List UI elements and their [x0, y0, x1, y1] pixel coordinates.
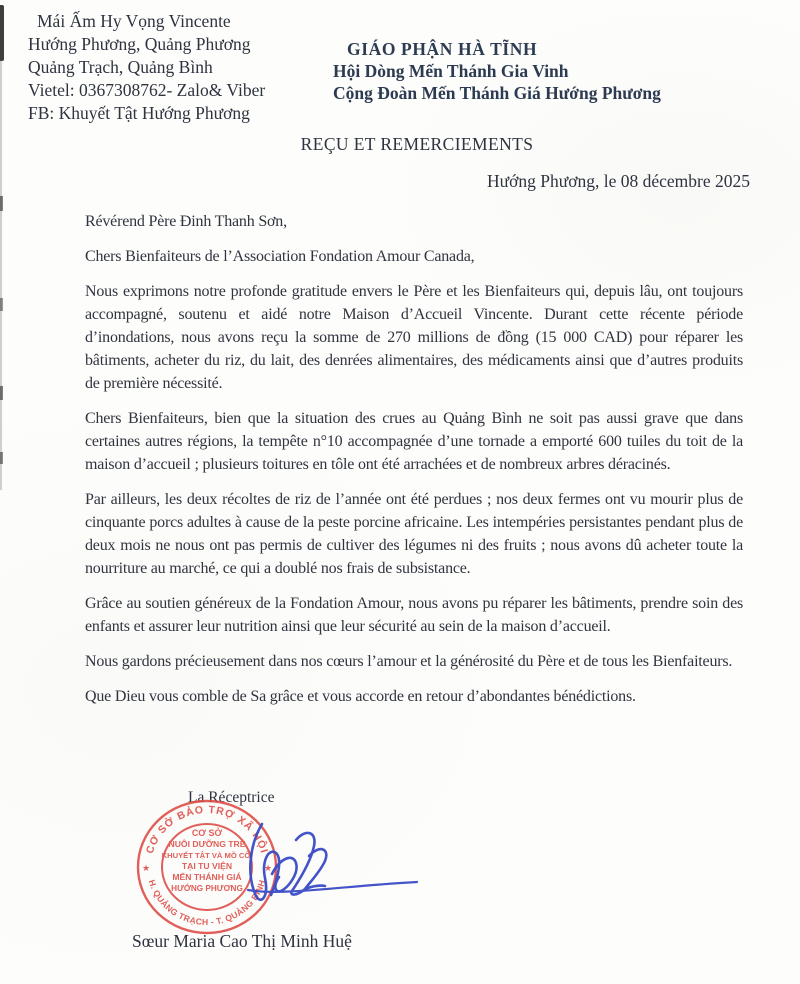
paragraph-repairs: Grâce au soutien généreux de la Fondation Amour, nous avons pu réparer les bâtiments, prendre soin des enfants et assurer leur nutrition ainsi que leur sécurité au sein de la maison d’accueil. — [85, 595, 743, 635]
scan-edge-mark — [0, 5, 4, 61]
salutation-benefactors: Chers Bienfaiteurs de l’Association Fondation Amour Canada, — [85, 248, 475, 265]
paragraph-keepsake: Nous gardons précieusement dans nos cœurs l’amour et la générosité du Père et de tous les Bienfaiteurs. — [85, 653, 733, 670]
stamp-arc-bottom-text: H. QUẢNG TRẠCH - T. QUẢNG BÌNH — [146, 878, 268, 928]
stamp-center-line-4: TẠI TU VIỆN — [181, 861, 233, 871]
salutation-recipient: Révérend Père Đinh Thanh Sơn, — [85, 213, 287, 230]
scan-edge-line — [0, 60, 2, 490]
scan-edge-mark — [0, 298, 3, 311]
paragraph-storm-damage: Chers Bienfaiteurs, bien que la situation des crues au Quảng Bình ne soit pas aussi grave que dans certaines autres régions, la tempête n°10 accompagnée d’une tornade a emporté 600 tuiles du toit de la maison d’accueil ; plusieurs toitures en tôle ont été arrachées et de nombreux arbres déracinés. — [85, 410, 743, 473]
sender-line-phone: Vietel: 0367308762- Zalo& Viber — [28, 80, 266, 100]
letterhead-block — [333, 38, 661, 104]
sender-line-name: Mái Ấm Hy Vọng Vincente — [37, 11, 231, 31]
letterhead-diocese: GIÁO PHẬN HÀ TĨNH — [347, 39, 538, 59]
letter-body — [85, 210, 743, 720]
scan-edge-mark — [0, 452, 3, 464]
signature-ink — [212, 816, 432, 916]
dateline: Hướng Phương, le 08 décembre 2025 — [487, 171, 750, 191]
letterhead-community: Cộng Đoàn Mến Thánh Giá Hướng Phương — [333, 83, 661, 103]
paragraph-harvest-losses: Par ailleurs, les deux récoltes de riz de l’année ont été perdues ; nos deux fermes ont vu mourir plus de cinquante porcs adultes à cause de la peste porcine africaine. Les intempéries persistantes pendant plus de deux mois ne nous ont pas permis de cultiver des légumes ni des fruits ; nous avons dû acheter toute la nourriture au marché, ce qui a doublé nos frais de subsistance. — [85, 491, 743, 577]
paragraph-gratitude: Nous exprimons notre profonde gratitude envers le Père et les Bienfaiteurs qui, depuis lâu, ont toujours accompagné, soutenu et aidé notre Maison d’Accueil Vincente. Durant cette récente période d’inondations, nous avons reçu la somme de 270 millions de đồng (15 000 CAD) pour réparer les bâtiments, acheter du riz, du lait, des denrées alimentaires, des médicaments ainsi que d’autres produits de première nécessité. — [85, 283, 743, 392]
stamp-center-line-2: NUÔI DƯỠNG TRẺ — [168, 839, 246, 849]
stamp-center-line-1: CƠ SỞ — [191, 828, 223, 838]
paragraph-blessing: Que Dieu vous comble de Sa grâce et vous accorde en retour d’abondantes bénédictions. — [85, 688, 636, 705]
stamp-center-line-5: MẾN THÁNH GIÁ — [172, 872, 242, 882]
sender-line-facebook: FB: Khuyết Tật Hướng Phương — [28, 103, 250, 123]
star-icon: ★ — [142, 863, 151, 873]
signer-name: Sœur Maria Cao Thị Minh Huệ — [132, 931, 352, 951]
letter-title: REÇU ET REMERCIEMENTS — [300, 134, 534, 154]
letterhead-congregation: Hội Dòng Mến Thánh Gia Vinh — [333, 61, 569, 81]
stamp-center-line-3: KHUYẾT TẬT VÀ MỒ CÔI — [161, 851, 253, 860]
scan-edge-mark — [0, 386, 3, 400]
sender-line-street: Hướng Phương, Quảng Phương — [28, 34, 251, 54]
star-icon: ★ — [264, 863, 273, 873]
stamp-arc-top-text: CƠ SỞ BẢO TRỢ XÃ HỘI — [143, 803, 271, 856]
stamp-center-line-6: HƯỚNG PHƯƠNG — [171, 884, 243, 893]
signature-stroke — [305, 849, 326, 889]
signature-stroke — [291, 833, 314, 895]
sender-address-block — [28, 10, 265, 125]
signature-stroke — [272, 858, 297, 892]
sender-line-district: Quảng Trạch, Quảng Bình — [28, 57, 213, 77]
closing-role-label: La Réceptrice — [188, 789, 275, 806]
scan-edge-mark — [0, 196, 3, 211]
